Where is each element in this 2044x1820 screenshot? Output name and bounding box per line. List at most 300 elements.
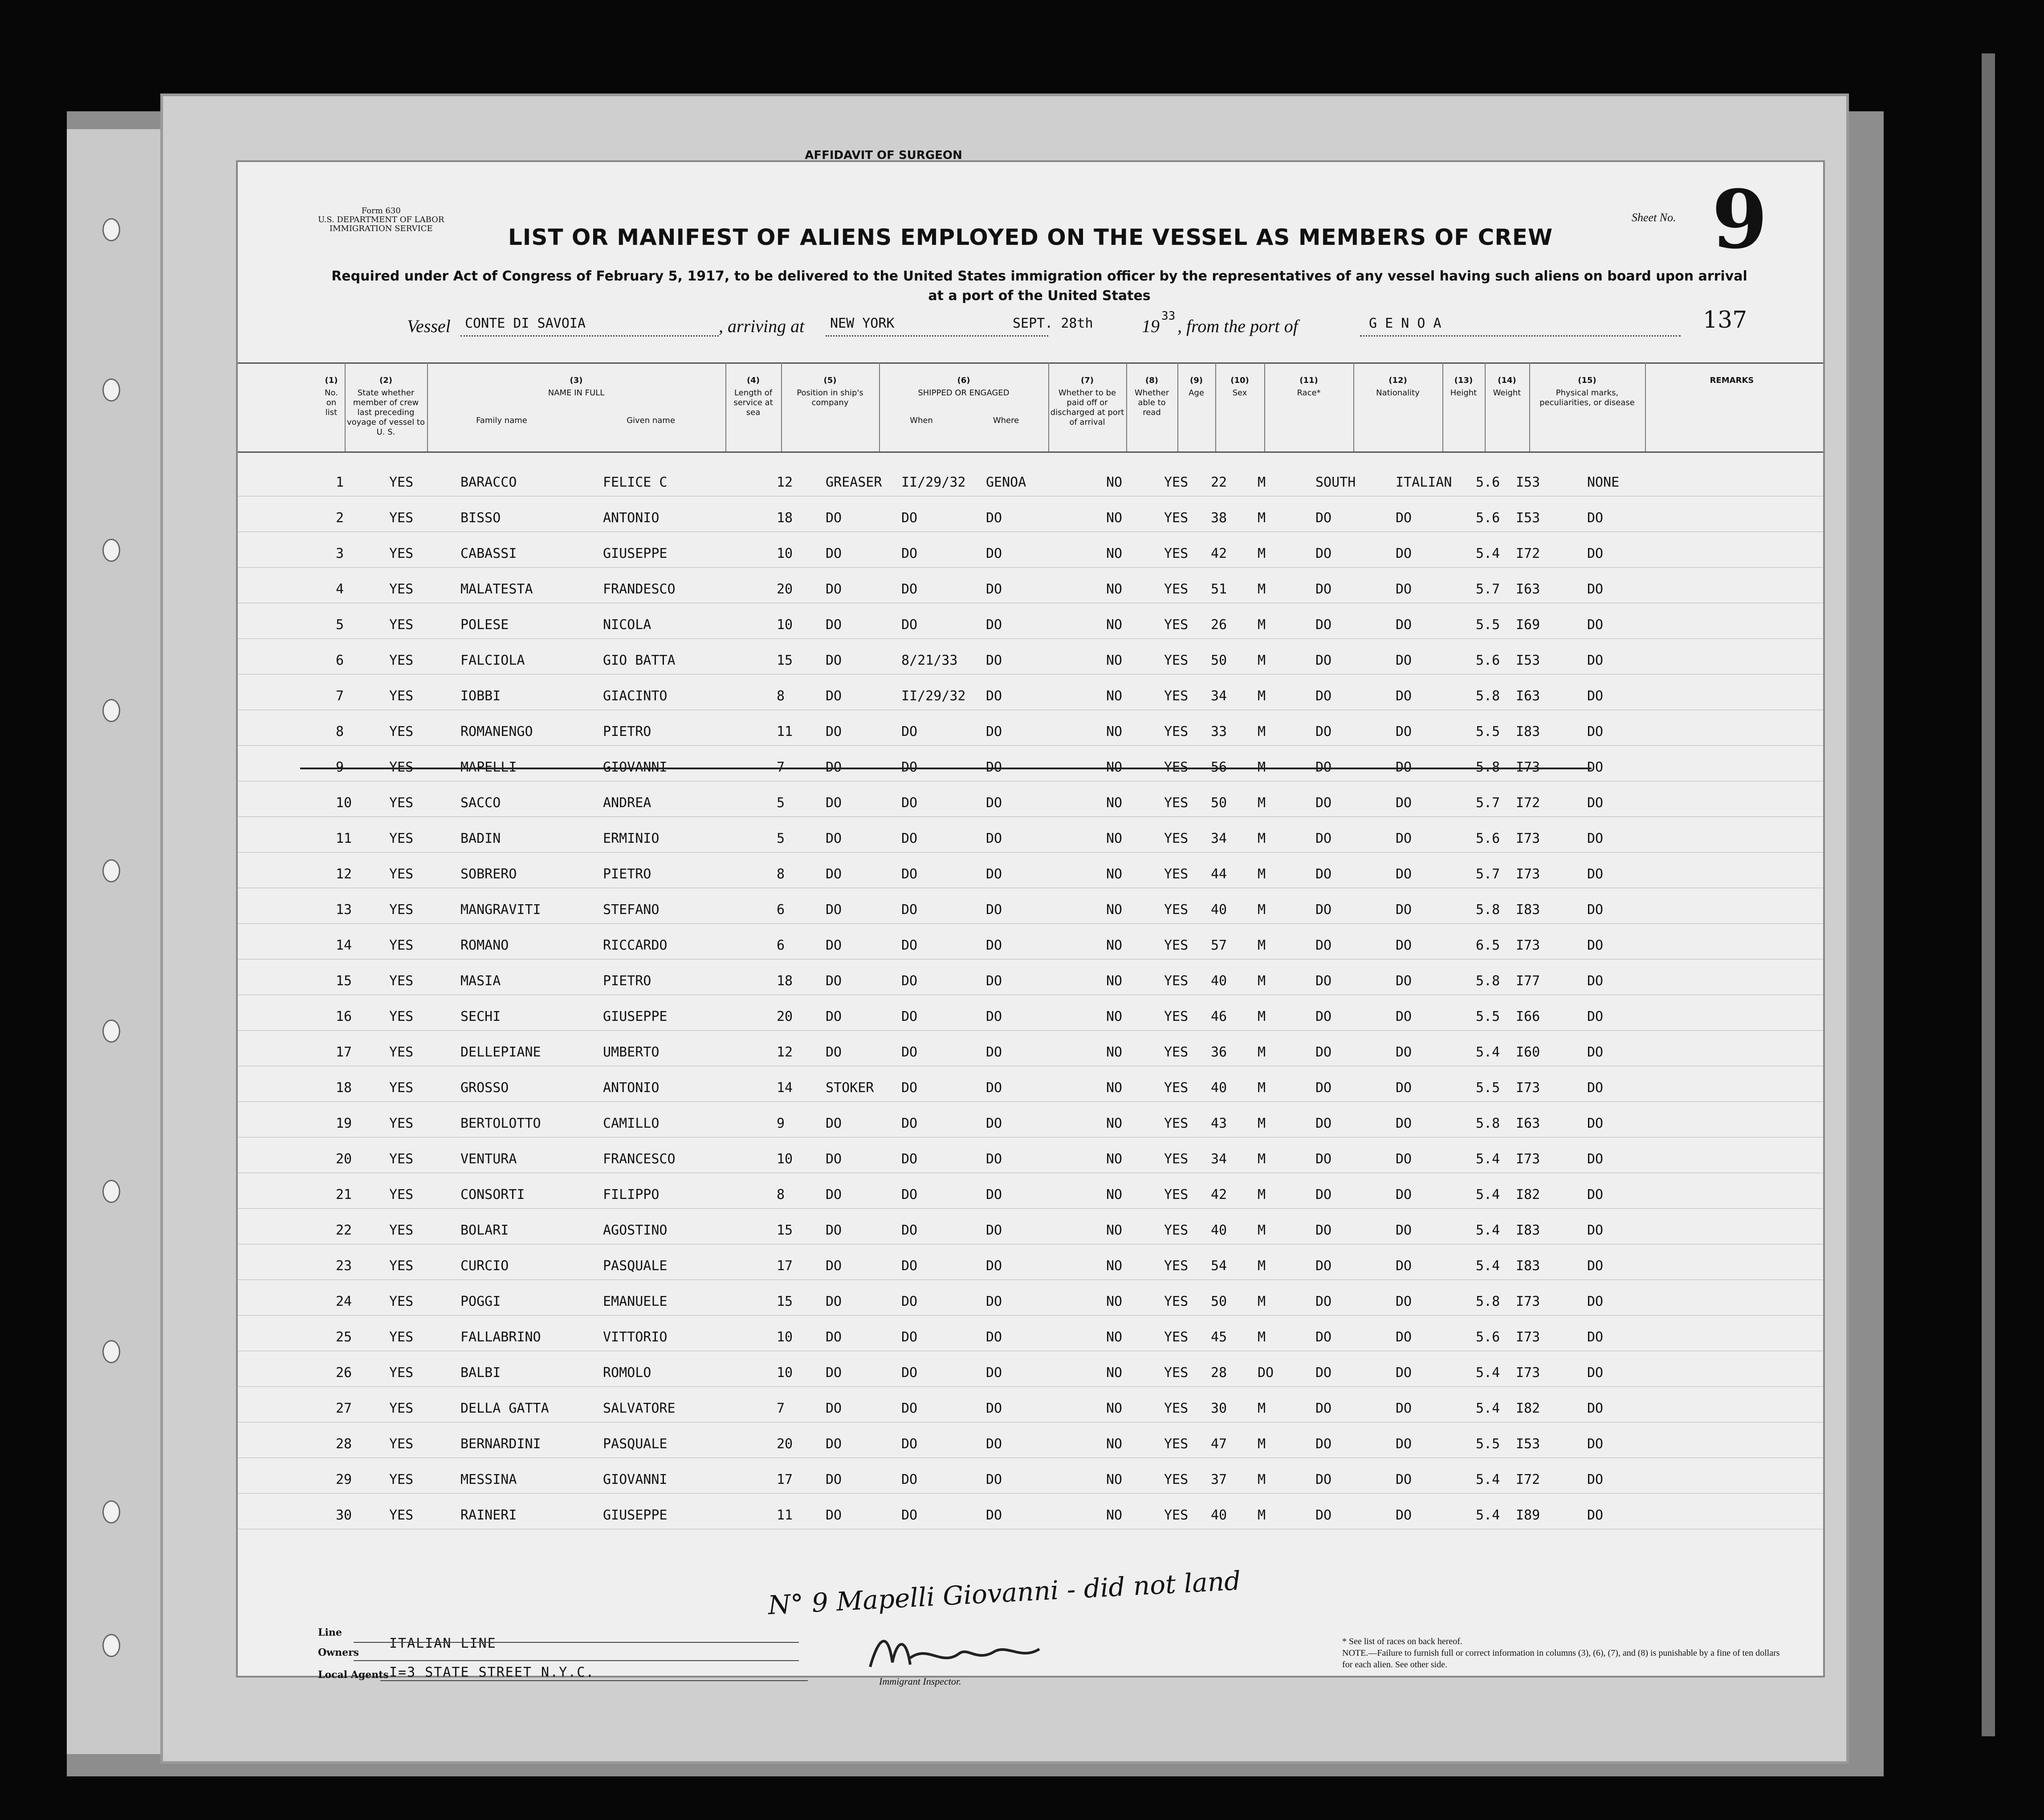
cell-age: 34 [1211,688,1227,704]
penalty-note: NOTE.—Failure to furnish full or correct information in columns (3), (6), (7), and (8) is punishable by a fine of ten dollars for each alien. See other side. [1342,1648,1780,1670]
cell-weight: I73 [1516,1365,1540,1381]
cell-service-length: 10 [777,1151,793,1167]
cell-nationality: DO [1396,1223,1412,1238]
cell-row-number: 12 [336,866,352,882]
underline [354,1642,799,1643]
cell-paid-off: NO [1106,475,1123,490]
cell-service-length: 6 [777,902,785,918]
cell-row-number: 30 [336,1507,352,1523]
cell-race: DO [1315,653,1332,668]
cell-nationality: DO [1396,724,1412,739]
col-weight: (14) Weight [1485,362,1530,451]
cell-previous-voyage: YES [389,688,414,704]
cell-paid-off: NO [1106,866,1123,882]
cell-physical-marks: DO [1587,581,1604,597]
cell-row-number: 10 [336,795,352,811]
table-row [238,923,1823,959]
cell-given-name: PASQUALE [603,1258,668,1274]
cell-row-number: 27 [336,1401,352,1416]
cell-height: 5.8 [1476,902,1500,918]
cell-shipped-where: DO [986,724,1002,739]
cell-height: 5.4 [1476,1223,1500,1238]
table-row [238,638,1823,674]
cell-service-length: 10 [777,1365,793,1381]
cell-paid-off: NO [1106,510,1123,526]
footer-notes [1342,1636,1787,1670]
cell-able-to-read: YES [1164,973,1189,989]
cell-service-length: 17 [777,1258,793,1274]
cell-paid-off: NO [1106,760,1123,775]
cell-height: 5.4 [1476,1151,1500,1167]
cell-given-name: ERMINIO [603,831,660,846]
cell-height: 5.4 [1476,1044,1500,1060]
cell-position: DO [826,1294,842,1309]
cell-race: DO [1315,1472,1332,1487]
cell-nationality: DO [1396,1436,1412,1452]
arriving-port: NEW YORK [830,316,895,331]
cell-given-name: UMBERTO [603,1044,660,1060]
strikethrough-line [300,768,1592,769]
cell-sex: M [1258,1294,1266,1309]
punch-hole [102,859,120,882]
cell-given-name: GIOVANNI [603,760,668,775]
cell-service-length: 20 [777,1009,793,1024]
cell-nationality: DO [1396,1472,1412,1487]
cell-given-name: PIETRO [603,973,651,989]
cell-weight: I83 [1516,1258,1540,1274]
punch-hole [102,218,120,241]
cell-able-to-read: YES [1164,831,1189,846]
cell-sex: M [1258,475,1266,490]
cell-race: DO [1315,1187,1332,1202]
cell-weight: I69 [1516,617,1540,633]
cell-nationality: DO [1396,1401,1412,1416]
cell-shipped-where: DO [986,1223,1002,1238]
cell-service-length: 6 [777,938,785,953]
cell-row-number: 3 [336,546,344,561]
cell-nationality: DO [1396,617,1412,633]
cell-able-to-read: YES [1164,688,1189,704]
cell-race: DO [1315,581,1332,597]
punch-hole [102,1180,120,1203]
cell-age: 37 [1211,1472,1227,1487]
cell-previous-voyage: YES [389,831,414,846]
cell-previous-voyage: YES [389,1080,414,1096]
cell-shipped-where: DO [986,973,1002,989]
left-margin [238,362,327,451]
cell-height: 5.5 [1476,1009,1500,1024]
cell-physical-marks: DO [1587,1365,1604,1381]
cell-previous-voyage: YES [389,1044,414,1060]
cell-height: 5.4 [1476,1365,1500,1381]
cell-shipped-when: DO [901,795,918,811]
cell-shipped-when: DO [901,1009,918,1024]
cell-race: DO [1315,1116,1332,1131]
cell-physical-marks: DO [1587,1080,1604,1096]
cell-shipped-when: DO [901,1044,918,1060]
cell-age: 45 [1211,1329,1227,1345]
cell-paid-off: NO [1106,1223,1123,1238]
cell-height: 5.4 [1476,1187,1500,1202]
cell-able-to-read: YES [1164,1507,1189,1523]
department-name: U.S. DEPARTMENT OF LABOR [318,215,444,224]
cell-race: DO [1315,1258,1332,1274]
cell-height: 5.4 [1476,1472,1500,1487]
cell-sex: M [1258,795,1266,811]
binder-spine [1982,53,1995,1736]
cell-shipped-where: DO [986,1472,1002,1487]
cell-previous-voyage: YES [389,1436,414,1452]
cell-shipped-when: 8/21/33 [901,653,958,668]
cell-row-number: 24 [336,1294,352,1309]
cell-height: 5.8 [1476,1294,1500,1309]
cell-previous-voyage: YES [389,1472,414,1487]
cell-physical-marks: DO [1587,1258,1604,1274]
cell-given-name: EMANUELE [603,1294,668,1309]
cell-able-to-read: YES [1164,1258,1189,1274]
year-suffix: 33 [1161,309,1176,323]
cell-service-length: 15 [777,1294,793,1309]
cell-shipped-where: DO [986,795,1002,811]
cell-row-number: 21 [336,1187,352,1202]
cell-nationality: DO [1396,1151,1412,1167]
cell-shipped-where: DO [986,1365,1002,1381]
cell-shipped-when: DO [901,617,918,633]
cell-family-name: CONSORTI [460,1187,525,1202]
col-family-name: Family name [476,416,527,425]
cell-physical-marks: DO [1587,1436,1604,1452]
cell-paid-off: NO [1106,1294,1123,1309]
cell-shipped-when: DO [901,1223,918,1238]
cell-nationality: DO [1396,1329,1412,1345]
cell-physical-marks: DO [1587,902,1604,918]
cell-sex: M [1258,973,1266,989]
cell-position: DO [826,1044,842,1060]
cell-able-to-read: YES [1164,760,1189,775]
cell-race: DO [1315,1044,1332,1060]
cell-physical-marks: DO [1587,831,1604,846]
cell-service-length: 14 [777,1080,793,1096]
cell-height: 5.5 [1476,724,1500,739]
cell-service-length: 15 [777,1223,793,1238]
cell-family-name: ROMANO [460,938,509,953]
agents-label: Local Agents [318,1669,389,1681]
table-row [238,959,1823,995]
cell-shipped-where: DO [986,1009,1002,1024]
cell-given-name: GIACINTO [603,688,668,704]
cell-sex: M [1258,1329,1266,1345]
cell-shipped-when: DO [901,902,918,918]
cell-able-to-read: YES [1164,724,1189,739]
cell-shipped-when: DO [901,546,918,561]
punch-hole [102,1500,120,1523]
cell-shipped-where: DO [986,938,1002,953]
cell-nationality: DO [1396,653,1412,668]
cell-position: GREASER [826,475,882,490]
cell-height: 5.4 [1476,546,1500,561]
cell-physical-marks: DO [1587,1401,1604,1416]
cell-position: DO [826,938,842,953]
cell-row-number: 29 [336,1472,352,1487]
cell-age: 40 [1211,1080,1227,1096]
cell-sex: M [1258,617,1266,633]
cell-row-number: 14 [336,938,352,953]
cell-family-name: MALATESTA [460,581,533,597]
cell-age: 42 [1211,1187,1227,1202]
col-physical-marks: (15) Physical marks, peculiarities, or disease [1529,362,1646,451]
cell-position: DO [826,1507,842,1523]
cell-weight: I73 [1516,866,1540,882]
cell-family-name: MESSINA [460,1472,517,1487]
cell-nationality: ITALIAN [1396,475,1452,490]
cell-previous-voyage: YES [389,546,414,561]
cell-service-length: 12 [777,475,793,490]
cell-height: 5.4 [1476,1401,1500,1416]
cell-able-to-read: YES [1164,617,1189,633]
cell-age: 54 [1211,1258,1227,1274]
cell-weight: I73 [1516,1294,1540,1309]
cell-shipped-where: DO [986,760,1002,775]
cell-weight: I53 [1516,1436,1540,1452]
cell-shipped-when: DO [901,866,918,882]
line-label: Line [318,1627,342,1638]
cell-given-name: ANDREA [603,795,651,811]
table-row [238,852,1823,888]
cell-position: DO [826,546,842,561]
cell-row-number: 8 [336,724,344,739]
cell-previous-voyage: YES [389,653,414,668]
cell-given-name: GIO BATTA [603,653,676,668]
cell-given-name: PIETRO [603,866,651,882]
cell-physical-marks: DO [1587,617,1604,633]
cell-shipped-when: DO [901,1401,918,1416]
cell-previous-voyage: YES [389,938,414,953]
cell-paid-off: NO [1106,831,1123,846]
col-race: (11) Race* [1264,362,1354,451]
document-title: LIST OR MANIFEST OF ALIENS EMPLOYED ON THE VESSEL AS MEMBERS OF CREW [508,224,1553,250]
cell-sex: M [1258,724,1266,739]
col-given-name: Given name [627,416,675,425]
cell-physical-marks: DO [1587,510,1604,526]
races-note: * See list of races on back hereof. [1342,1637,1462,1646]
cell-family-name: GROSSO [460,1080,509,1096]
table-row [238,603,1823,639]
cell-age: 40 [1211,1223,1227,1238]
cell-row-number: 11 [336,831,352,846]
cell-age: 44 [1211,866,1227,882]
cell-race: DO [1315,938,1332,953]
cell-paid-off: NO [1106,1009,1123,1024]
cell-age: 34 [1211,1151,1227,1167]
cell-nationality: DO [1396,938,1412,953]
cell-service-length: 5 [777,795,785,811]
cell-sex: M [1258,510,1266,526]
cell-weight: I73 [1516,1151,1540,1167]
cell-shipped-when: II/29/32 [901,688,966,704]
cell-family-name: DELLEPIANE [460,1044,541,1060]
cell-family-name: BOLARI [460,1223,509,1238]
cell-previous-voyage: YES [389,1258,414,1274]
underline [1360,335,1681,337]
table-row [238,817,1823,853]
cell-shipped-when: DO [901,1151,918,1167]
cell-row-number: 15 [336,973,352,989]
cell-paid-off: NO [1106,724,1123,739]
table-row [238,1386,1823,1422]
cell-height: 5.4 [1476,1258,1500,1274]
cell-able-to-read: YES [1164,1116,1189,1131]
cell-shipped-when: DO [901,1116,918,1131]
cell-nationality: DO [1396,688,1412,704]
table-row [238,567,1823,603]
cell-position: DO [826,1401,842,1416]
cell-family-name: RAINERI [460,1507,517,1523]
cell-height: 5.5 [1476,1436,1500,1452]
cell-race: DO [1315,1080,1332,1096]
punch-hole [102,378,120,402]
cell-physical-marks: NONE [1587,475,1620,490]
cell-previous-voyage: YES [389,760,414,775]
cell-previous-voyage: YES [389,724,414,739]
cell-service-length: 8 [777,1187,785,1202]
table-row [238,532,1823,568]
cell-weight: I72 [1516,546,1540,561]
cell-shipped-where: DO [986,1116,1002,1131]
cell-weight: I53 [1516,510,1540,526]
cell-family-name: BARACCO [460,475,517,490]
cell-weight: I60 [1516,1044,1540,1060]
cell-nationality: DO [1396,1116,1412,1131]
cell-position: DO [826,1436,842,1452]
cell-nationality: DO [1396,1258,1412,1274]
cell-paid-off: NO [1106,1401,1123,1416]
departure-port: G E N O A [1369,316,1441,331]
affidavit-heading: AFFIDAVIT OF SURGEON [805,149,962,162]
cell-previous-voyage: YES [389,1116,414,1131]
cell-physical-marks: DO [1587,1294,1604,1309]
cell-previous-voyage: YES [389,1009,414,1024]
cell-position: DO [826,510,842,526]
cell-position: DO [826,653,842,668]
col-paid-off: (7) Whether to be paid off or discharged at port of arrival [1048,362,1127,451]
cell-nationality: DO [1396,973,1412,989]
vessel-line [238,309,1823,347]
cell-weight: I77 [1516,973,1540,989]
table-row [238,1208,1823,1244]
cell-position: DO [826,581,842,597]
cell-weight: I63 [1516,688,1540,704]
cell-age: 36 [1211,1044,1227,1060]
binder-strip [67,129,160,1754]
cell-shipped-when: DO [901,1258,918,1274]
cell-row-number: 7 [336,688,344,704]
cell-previous-voyage: YES [389,581,414,597]
cell-able-to-read: YES [1164,1436,1189,1452]
punch-hole [102,699,120,722]
cell-paid-off: NO [1106,1507,1123,1523]
cell-height: 5.7 [1476,866,1500,882]
cell-service-length: 7 [777,1401,785,1416]
cell-able-to-read: YES [1164,1009,1189,1024]
cell-given-name: CAMILLO [603,1116,660,1131]
cell-previous-voyage: YES [389,1507,414,1523]
cell-shipped-where: DO [986,546,1002,561]
cell-sex: M [1258,938,1266,953]
cell-shipped-where: DO [986,1258,1002,1274]
cell-physical-marks: DO [1587,1009,1604,1024]
cell-shipped-when: DO [901,581,918,597]
cell-position: DO [826,866,842,882]
table-row [238,1173,1823,1209]
cell-position: DO [826,1329,842,1345]
cell-height: 5.5 [1476,1080,1500,1096]
owners-label: Owners [318,1647,359,1658]
cell-able-to-read: YES [1164,1329,1189,1345]
cell-physical-marks: DO [1587,653,1604,668]
cell-weight: I83 [1516,902,1540,918]
cell-race: DO [1315,1009,1332,1024]
table-row [238,710,1823,746]
cell-position: DO [826,1116,842,1131]
cell-previous-voyage: YES [389,617,414,633]
cell-nationality: DO [1396,1187,1412,1202]
cell-able-to-read: YES [1164,1365,1189,1381]
cell-service-length: 8 [777,866,785,882]
cell-nationality: DO [1396,510,1412,526]
cell-height: 5.6 [1476,653,1500,668]
cell-family-name: CURCIO [460,1258,509,1274]
cell-race: DO [1315,902,1332,918]
cell-shipped-when: II/29/32 [901,475,966,490]
cell-row-number: 23 [336,1258,352,1274]
table-row [238,745,1823,781]
table-row [238,496,1823,532]
cell-family-name: FALCIOLA [460,653,525,668]
table-row [238,1280,1823,1316]
cell-race: DO [1315,546,1332,561]
cell-shipped-where: DO [986,617,1002,633]
cell-sex: M [1258,1507,1266,1523]
cell-race: DO [1315,795,1332,811]
cell-height: 6.5 [1476,938,1500,953]
col-when: When [910,416,933,425]
cell-nationality: DO [1396,1044,1412,1060]
col-no: (1) No. on list [318,362,346,451]
cell-able-to-read: YES [1164,795,1189,811]
cell-age: 47 [1211,1436,1227,1452]
cell-shipped-where: DO [986,1507,1002,1523]
cell-shipped-where: DO [986,1044,1002,1060]
cell-shipped-where: DO [986,1187,1002,1202]
punch-hole [102,1340,120,1363]
cell-shipped-when: DO [901,1472,918,1487]
cell-race: DO [1315,973,1332,989]
cell-physical-marks: DO [1587,866,1604,882]
cell-position: DO [826,724,842,739]
cell-paid-off: NO [1106,581,1123,597]
cell-position: DO [826,1223,842,1238]
cell-service-length: 18 [777,510,793,526]
cell-family-name: SOBRERO [460,866,517,882]
punch-hole [102,1634,120,1657]
cell-weight: I82 [1516,1401,1540,1416]
cell-service-length: 12 [777,1044,793,1060]
cell-shipped-when: DO [901,760,918,775]
cell-physical-marks: DO [1587,1507,1604,1523]
cell-shipped-when: DO [901,1507,918,1523]
cell-physical-marks: DO [1587,938,1604,953]
cell-height: 5.4 [1476,1507,1500,1523]
